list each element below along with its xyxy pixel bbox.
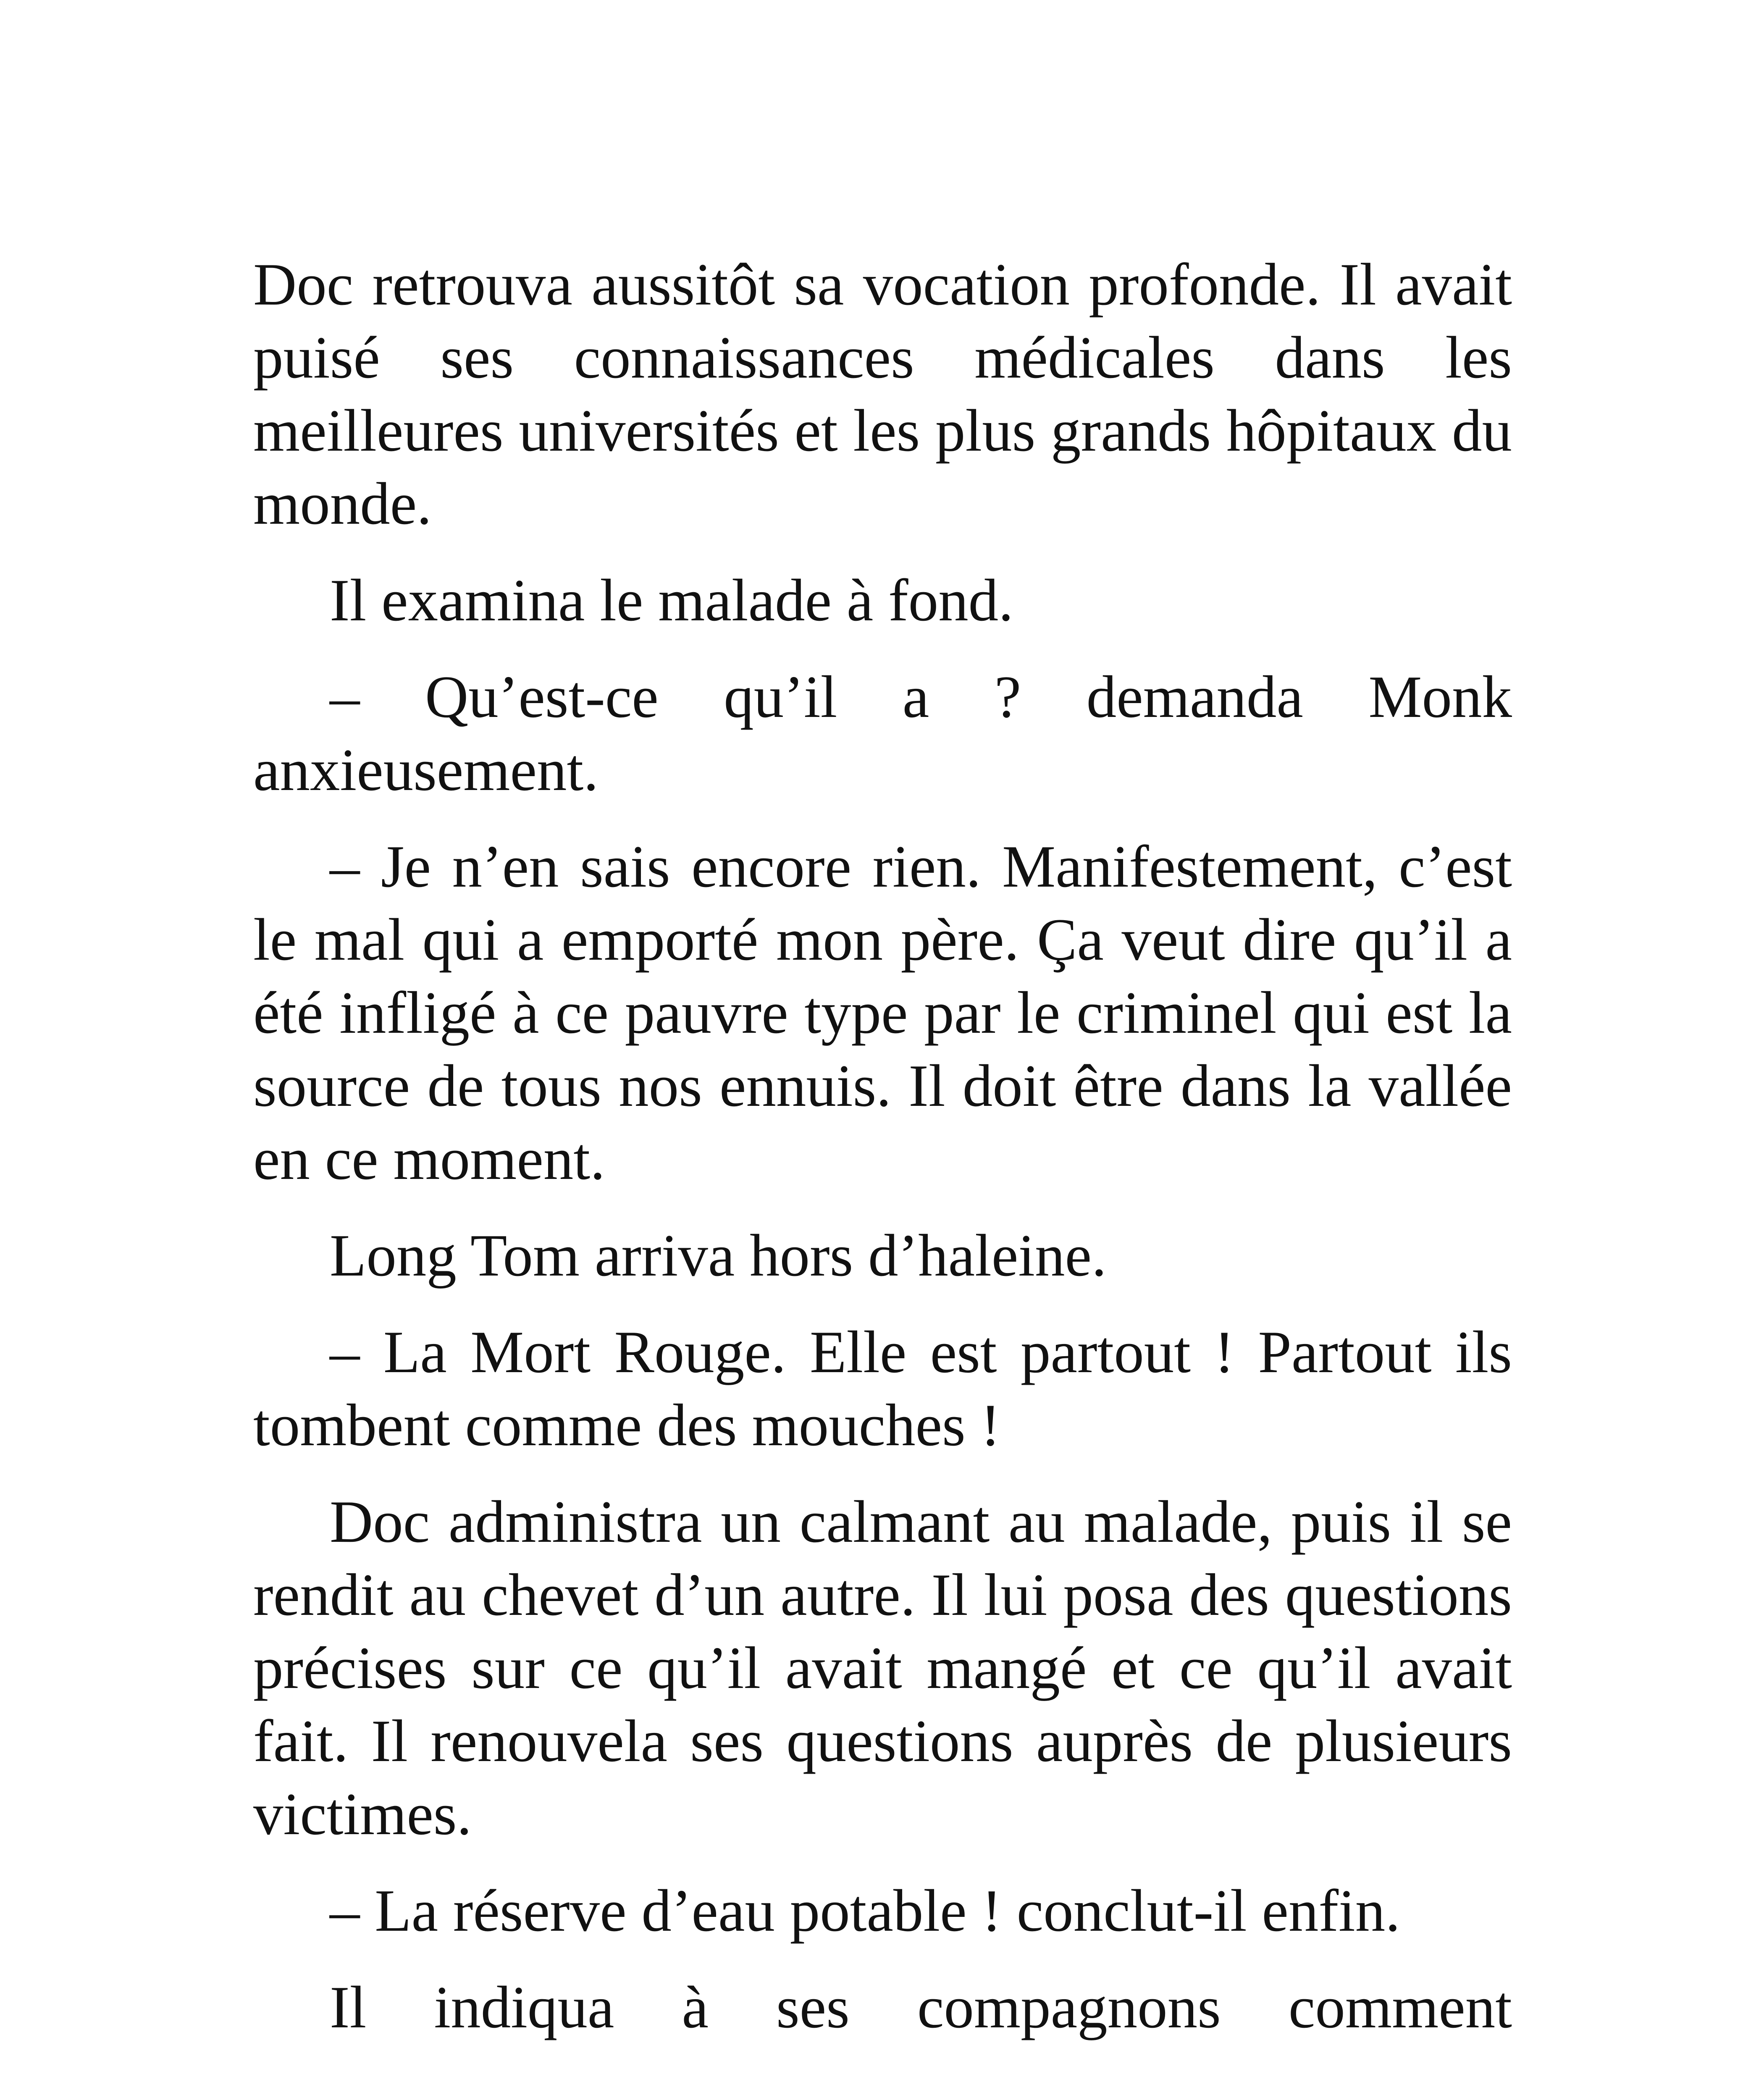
paragraph: – Qu’est-ce qu’il a ? demanda Monk anxieusement.	[253, 664, 1512, 803]
paragraph: Long Tom arriva hors d’haleine.	[330, 1222, 1107, 1289]
body-text	[253, 248, 1512, 2067]
paragraph: Il indiqua à ses compagnons comment	[330, 1974, 1512, 2040]
paragraph: – Je n’en sais encore rien. Manifestement, c’est le mal qui a emporté mon père. Ça veut dire qu’il a été infligé à ce pauvre type par le criminel qui est la source de tous nos ennuis. Il doit être dans la vallée en ce moment.	[253, 833, 1512, 1192]
paragraph: Doc retrouva aussitôt sa vocation profonde. Il avait puisé ses connaissances médicales dans les meilleures universités et les plus grands hôpitaux du monde.	[253, 251, 1512, 537]
paragraph: Doc administra un calmant au malade, puis il se rendit au chevet d’un autre. Il lui posa des questions précises sur ce qu’il avait mangé et ce qu’il avait fait. Il renouvela ses questions auprès de plusieurs victimes.	[253, 1488, 1512, 1847]
paragraph: Il examina le malade à fond.	[330, 567, 1013, 633]
paragraph: – La réserve d’eau potable ! conclut-il enfin.	[330, 1877, 1401, 1944]
paragraph: – La Mort Rouge. Elle est partout ! Partout ils tombent comme des mouches !	[253, 1319, 1512, 1458]
